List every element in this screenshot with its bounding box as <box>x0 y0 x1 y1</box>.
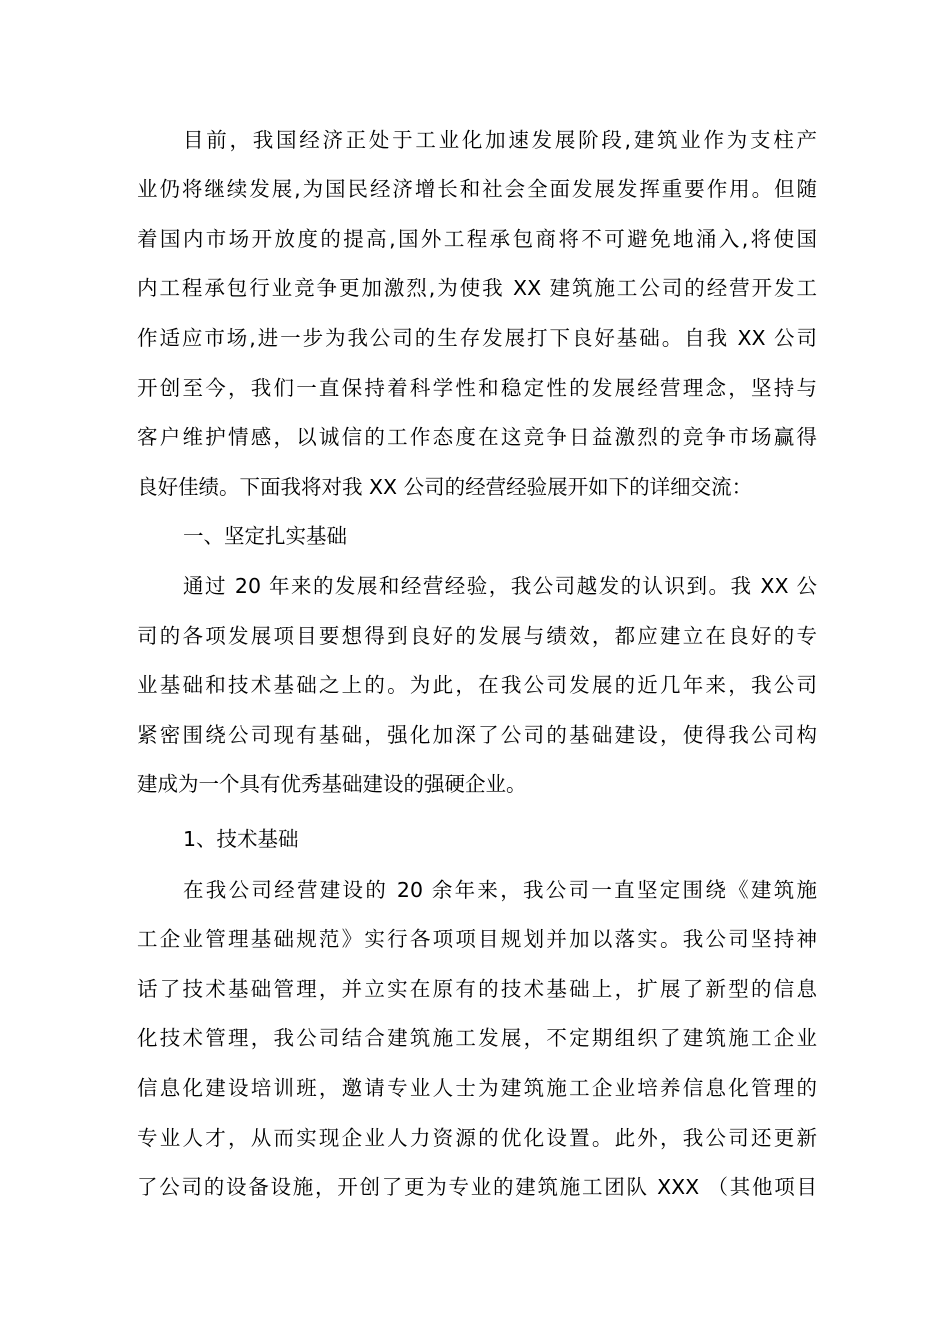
paragraph-line: 话了技术基础管理，并立实在原有的技术基础上，扩展了新型的信息 <box>137 977 817 1001</box>
paragraph-line: 客户维护情感，以诚信的工作态度在这竞争日益激烈的竞争市场赢得 <box>137 425 817 449</box>
paragraph-line: 信息化建设培训班，邀请专业人士为建筑施工企业培养信息化管理的 <box>137 1076 817 1100</box>
paragraph-line: 作适应市场,进一步为我公司的生存发展打下良好基础。自我 XX 公司 <box>137 326 817 350</box>
section-heading: 一、坚定扎实基础 <box>183 524 347 548</box>
subsection-heading: 1、技术基础 <box>183 827 299 851</box>
paragraph-line: 开创至今，我们一直保持着科学性和稳定性的发展经营理念，坚持与 <box>137 376 817 400</box>
paragraph-line: 紧密围绕公司现有基础，强化加深了公司的基础建设，使得我公司构 <box>137 723 817 747</box>
paragraph-line: 良好佳绩。下面我将对我 XX 公司的经营经验展开如下的详细交流： <box>137 475 753 499</box>
paragraph-line: 目前，我国经济正处于工业化加速发展阶段,建筑业作为支柱产 <box>183 128 817 152</box>
paragraph-line: 业仍将继续发展,为国民经济增长和社会全面发展发挥重要作用。但随 <box>137 177 817 201</box>
paragraph-line: 司的各项发展项目要想得到良好的发展与绩效，都应建立在良好的专 <box>137 624 817 648</box>
paragraph-line: 专业人才，从而实现企业人力资源的优化设置。此外，我公司还更新 <box>137 1126 817 1150</box>
paragraph-line: 工企业管理基础规范》实行各项项目规划并加以落实。我公司坚持神 <box>137 927 817 951</box>
paragraph-line: 在我公司经营建设的 20 余年来，我公司一直坚定围绕《建筑施 <box>183 878 817 902</box>
paragraph-line: 建成为一个具有优秀基础建设的强硬企业。 <box>137 772 527 796</box>
paragraph-line: 内工程承包行业竞争更加激烈,为使我 XX 建筑施工公司的经营开发工 <box>137 276 817 300</box>
paragraph-line: 化技术管理，我公司结合建筑施工发展，不定期组织了建筑施工企业 <box>137 1026 817 1050</box>
paragraph-line: 业基础和技术基础之上的。为此，在我公司发展的近几年来，我公司 <box>137 673 817 697</box>
paragraph-line: 着国内市场开放度的提高,国外工程承包商将不可避免地涌入,将使国 <box>137 227 817 251</box>
paragraph-line: 通过 20 年来的发展和经营经验，我公司越发的认识到。我 XX 公 <box>183 574 817 598</box>
paragraph-line: 了公司的设备设施，开创了更为专业的建筑施工团队 XXX （其他项目 <box>137 1175 817 1199</box>
